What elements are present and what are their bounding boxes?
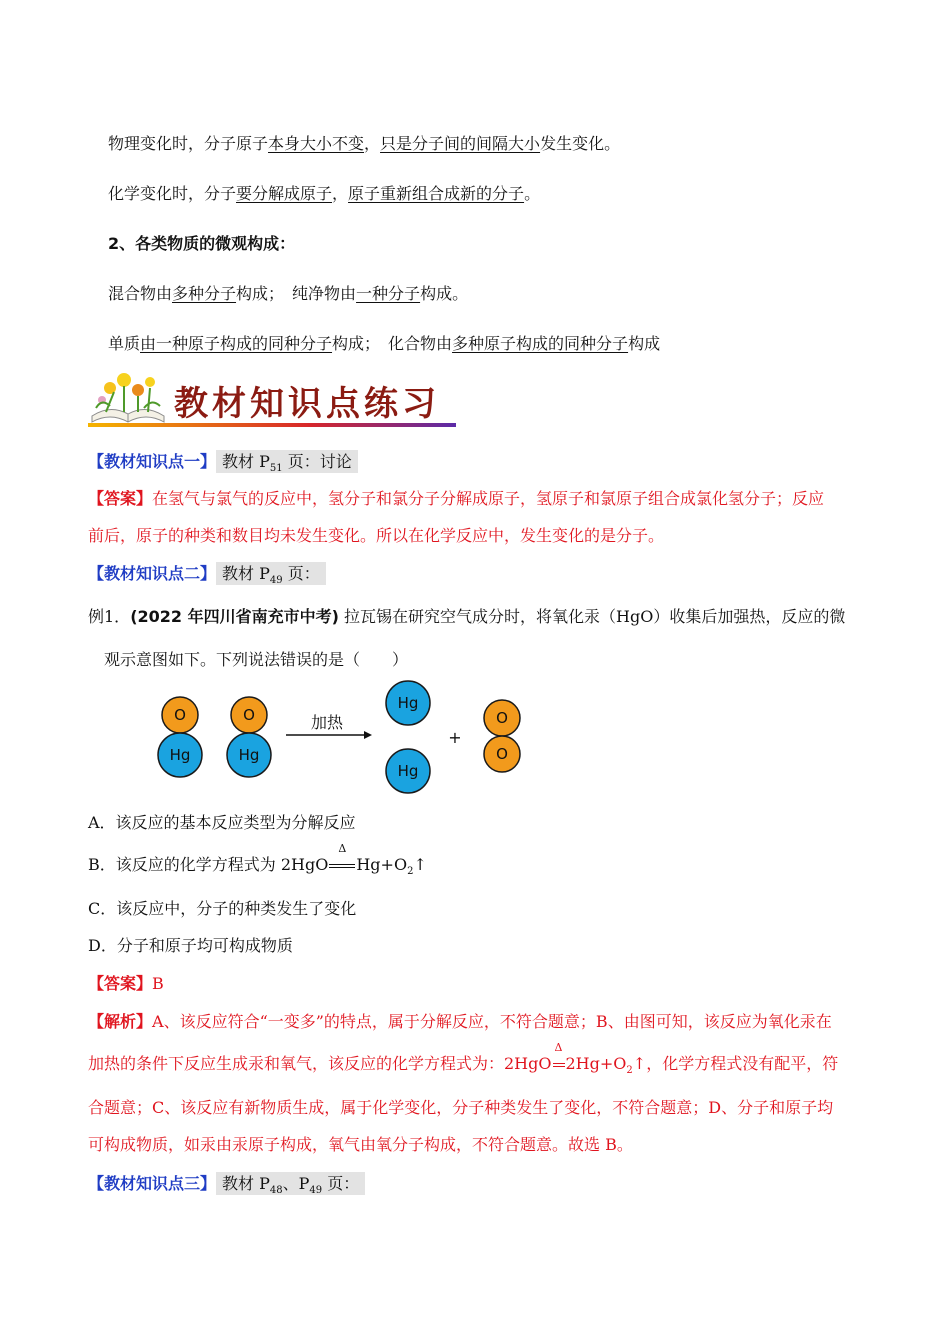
underlined-text: 只是分子间的间隔大小 [380, 134, 541, 153]
text: 、P [282, 1174, 310, 1193]
reaction-diagram [150, 676, 540, 796]
option-c: C．该反应中，分子的种类发生了变化 [88, 899, 357, 918]
summary-mixture [108, 281, 468, 304]
answer-line [88, 971, 164, 994]
kp3-label: 【教材知识点三】 [88, 1174, 217, 1193]
option-a: A．该反应的基本反应类型为分解反应 [88, 813, 356, 832]
summary-chemical-change [108, 181, 540, 204]
text: 混合物由 [108, 284, 173, 303]
kp1-answer-line1 [88, 486, 824, 509]
example-number: 例1． [88, 607, 131, 626]
page-sub: 48 [269, 1185, 283, 1197]
mercury-atom-product-2 [386, 749, 430, 793]
banner-title: 教材知识点练习 [174, 384, 440, 424]
atom-label: O [243, 706, 255, 724]
text: 加热的条件下反应生成汞和氧气，该反应的化学方程式为：2HgO [88, 1054, 552, 1073]
text: 构成； 化合物由 [332, 334, 453, 353]
example-line2: 观示意图如下。下列说法错误的是（ ） [104, 650, 409, 669]
analysis-line3: 合题意；C、该反应有新物质生成，属于化学变化，分子种类发生了变化，不符合题意；D、分子和原子均 [88, 1098, 834, 1117]
kp1-ref [216, 450, 358, 473]
kp3-header [88, 1171, 365, 1196]
hgo-molecule-1 [158, 697, 202, 777]
arrow-head-icon [364, 731, 372, 739]
kp1-header [88, 449, 358, 474]
text: 发生变化。 [540, 134, 621, 153]
text: 页： [322, 1174, 360, 1193]
atom-label: Hg [169, 746, 191, 764]
text: 2Hg+O [565, 1054, 627, 1073]
text: 教材 P [222, 564, 270, 583]
text: 页：讨论 [282, 452, 352, 471]
text: B．该反应的化学方程式为 2HgO [88, 855, 329, 874]
underlined-text: 原子重新组合成新的分子 [348, 184, 525, 203]
text: 教材 P [222, 452, 270, 471]
text: 构成； 纯净物由 [236, 284, 357, 303]
kp2-ref [216, 562, 326, 585]
equation-heat-sign [552, 1041, 566, 1073]
atom-label: O [174, 706, 186, 724]
page-sub: 49 [309, 1185, 323, 1197]
text: 化学变化时，分子 [108, 184, 237, 203]
text: 在氢气与氯气的反应中，氢分子和氯分子分解成原子，氢原子和氯原子组合成氯化氢分子；反应 [152, 489, 825, 508]
option-b [88, 842, 427, 878]
arrow-label: 加热 [310, 713, 344, 732]
kp3-ref [216, 1172, 365, 1195]
text: ， [332, 184, 349, 203]
summary-physical-change [108, 131, 620, 154]
answer-label: 【答案】 [88, 489, 153, 508]
subscript: 2 [407, 866, 414, 878]
example-source: (2022 年四川省南充市中考) [130, 607, 339, 626]
text: 拉瓦锡在研究空气成分时，将氧化汞（HgO）收集后加强热，反应的微 [344, 607, 846, 626]
text: 物理变化时，分子原子 [108, 134, 269, 153]
text: ↑，化学方程式没有配平，符 [632, 1054, 839, 1073]
analysis-line4: 可构成物质，如汞由汞原子构成，氧气由氧分子构成，不符合题意。故选 B。 [88, 1135, 633, 1154]
summary-element-compound [108, 331, 660, 354]
gas-arrow: ↑ [413, 855, 427, 874]
text: ， [364, 134, 381, 153]
underlined-text: 本身大小不变 [268, 134, 365, 153]
oxygen-molecule-product [484, 700, 520, 772]
underlined-text: 一种分子 [356, 284, 421, 303]
atom-label: Hg [397, 694, 419, 712]
atom-label: O [496, 745, 508, 763]
analysis-line2 [88, 1041, 839, 1077]
kp1-label: 【教材知识点一】 [88, 452, 217, 471]
page-sub: 51 [269, 463, 283, 475]
section-banner [88, 368, 460, 430]
page-sub: 49 [269, 575, 283, 587]
hgo-molecule-2 [227, 697, 271, 777]
mercury-atom-product-1 [386, 681, 430, 725]
atom-label: Hg [397, 762, 419, 780]
delta-symbol: Δ [554, 1041, 563, 1054]
option-d: D．分子和原子均可构成物质 [88, 936, 293, 955]
subscript: 2 [626, 1065, 633, 1077]
answer-label: 【答案】 [88, 974, 153, 993]
kp1-answer-line2: 前后，原子的种类和数目均未发生变化。所以在化学反应中，发生变化的是分子。 [88, 526, 665, 545]
answer-value: B [152, 974, 164, 993]
text: 单质 [108, 334, 141, 353]
text: 页： [282, 564, 320, 583]
text: 构成。 [420, 284, 469, 303]
plus-sign: + [448, 728, 462, 747]
delta-symbol: Δ [338, 842, 347, 855]
reaction-arrow [286, 713, 372, 739]
underlined-text: 要分解成原子 [236, 184, 333, 203]
underlined-text: 多种分子 [172, 284, 237, 303]
underlined-text: 多种原子构成的同种分子 [452, 334, 629, 353]
underlined-text: 由一种原子构成的同种分子 [140, 334, 333, 353]
analysis-label: 【解析】 [88, 1012, 153, 1031]
analysis-line1 [88, 1009, 832, 1032]
text: 教材 P [222, 1174, 270, 1193]
text: Hg+O [356, 855, 408, 874]
summary-heading: 2、各类物质的微观构成： [108, 234, 296, 253]
kp2-label: 【教材知识点二】 [88, 564, 217, 583]
text: A、该反应符合“一变多”的特点，属于分解反应，不符合题意；B、由图可知，该反应为氧化汞在 [152, 1012, 832, 1031]
example-line1 [88, 604, 845, 627]
text: 构成 [628, 334, 661, 353]
equation-heat-sign [328, 842, 356, 874]
atom-label: O [496, 709, 508, 727]
atom-label: Hg [238, 746, 260, 764]
text: 。 [524, 184, 541, 203]
kp2-header [88, 561, 326, 586]
